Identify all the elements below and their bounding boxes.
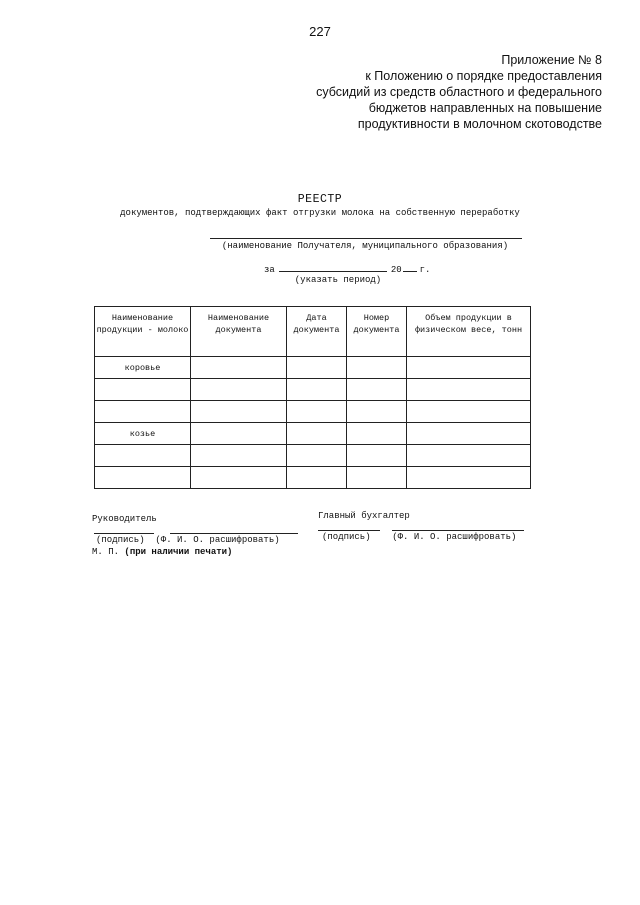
recipient-blank-line <box>210 238 522 239</box>
stamp-condition: (при наличии печати) <box>124 547 233 557</box>
period-blank <box>279 262 387 272</box>
table-cell <box>407 445 531 467</box>
table-cell <box>287 445 347 467</box>
table-cell <box>347 445 407 467</box>
table-cell <box>191 467 287 489</box>
accountant-name-line <box>392 530 524 531</box>
table-header-row <box>95 307 531 357</box>
director-caption: (подпись) (Ф. И. О. расшифровать) <box>96 535 280 545</box>
recipient-caption: (наименование Получателя, муниципального образования) <box>221 241 509 251</box>
table-cell <box>347 401 407 423</box>
column-header: Наименование продукции - молоко <box>95 307 191 357</box>
registry-table <box>94 306 531 489</box>
table-row <box>95 379 531 401</box>
table-cell <box>407 467 531 489</box>
period-row <box>264 262 430 275</box>
appendix-line: субсидий из средств областного и федерального <box>316 85 602 99</box>
table-cell <box>95 379 191 401</box>
table-cell <box>95 467 191 489</box>
table-cell <box>407 423 531 445</box>
page-number: 227 <box>309 24 331 39</box>
table-cell <box>191 401 287 423</box>
appendix-line: к Положению о порядке предоставления <box>365 69 602 83</box>
appendix-line: Приложение № 8 <box>501 53 602 67</box>
table-cell <box>347 357 407 379</box>
column-header: Объем продукции в физическом весе, тонн <box>407 307 531 357</box>
table-cell <box>287 401 347 423</box>
table-cell <box>287 357 347 379</box>
period-caption: (указать период) <box>294 275 382 285</box>
table-cell <box>347 423 407 445</box>
table-cell <box>407 357 531 379</box>
column-header: Номер документа <box>347 307 407 357</box>
column-header: Дата документа <box>287 307 347 357</box>
table-cell <box>191 379 287 401</box>
table-cell <box>347 379 407 401</box>
table-cell <box>287 467 347 489</box>
table-row <box>95 357 531 379</box>
appendix-line: продуктивности в молочном скотоводстве <box>357 117 602 131</box>
appendix-block <box>242 52 602 132</box>
accountant-label: Главный бухгалтер <box>318 511 410 521</box>
table-cell: коровье <box>95 357 191 379</box>
table-cell <box>95 401 191 423</box>
table-cell <box>347 467 407 489</box>
period-year: 20 <box>390 265 402 275</box>
director-signature-line <box>94 533 154 534</box>
accountant-signature-line <box>318 530 380 531</box>
table-row <box>95 423 531 445</box>
table-row <box>95 445 531 467</box>
table-cell <box>191 445 287 467</box>
stamp-prefix: М. П. <box>92 547 120 557</box>
appendix-line: бюджетов направленных на повышение <box>368 101 602 115</box>
document-subtitle: документов, подтверждающих факт отгрузки молока на собственную переработку <box>120 208 520 218</box>
table-cell <box>407 401 531 423</box>
year-blank <box>403 262 417 272</box>
table-cell <box>95 445 191 467</box>
table-cell <box>407 379 531 401</box>
table-cell <box>287 423 347 445</box>
accountant-caption: (подпись) (Ф. И. О. расшифровать) <box>322 532 517 542</box>
stamp-note <box>92 547 232 557</box>
table-cell <box>191 423 287 445</box>
director-name-line <box>170 533 298 534</box>
table-cell <box>191 357 287 379</box>
document-title: РЕЕСТР <box>297 193 343 206</box>
column-header: Наименование документа <box>191 307 287 357</box>
table-row <box>95 401 531 423</box>
period-suffix: г. <box>419 265 431 275</box>
table-cell <box>287 379 347 401</box>
table-cell: козье <box>95 423 191 445</box>
table-row <box>95 467 531 489</box>
director-label: Руководитель <box>92 514 157 524</box>
period-prefix: за <box>264 265 275 275</box>
